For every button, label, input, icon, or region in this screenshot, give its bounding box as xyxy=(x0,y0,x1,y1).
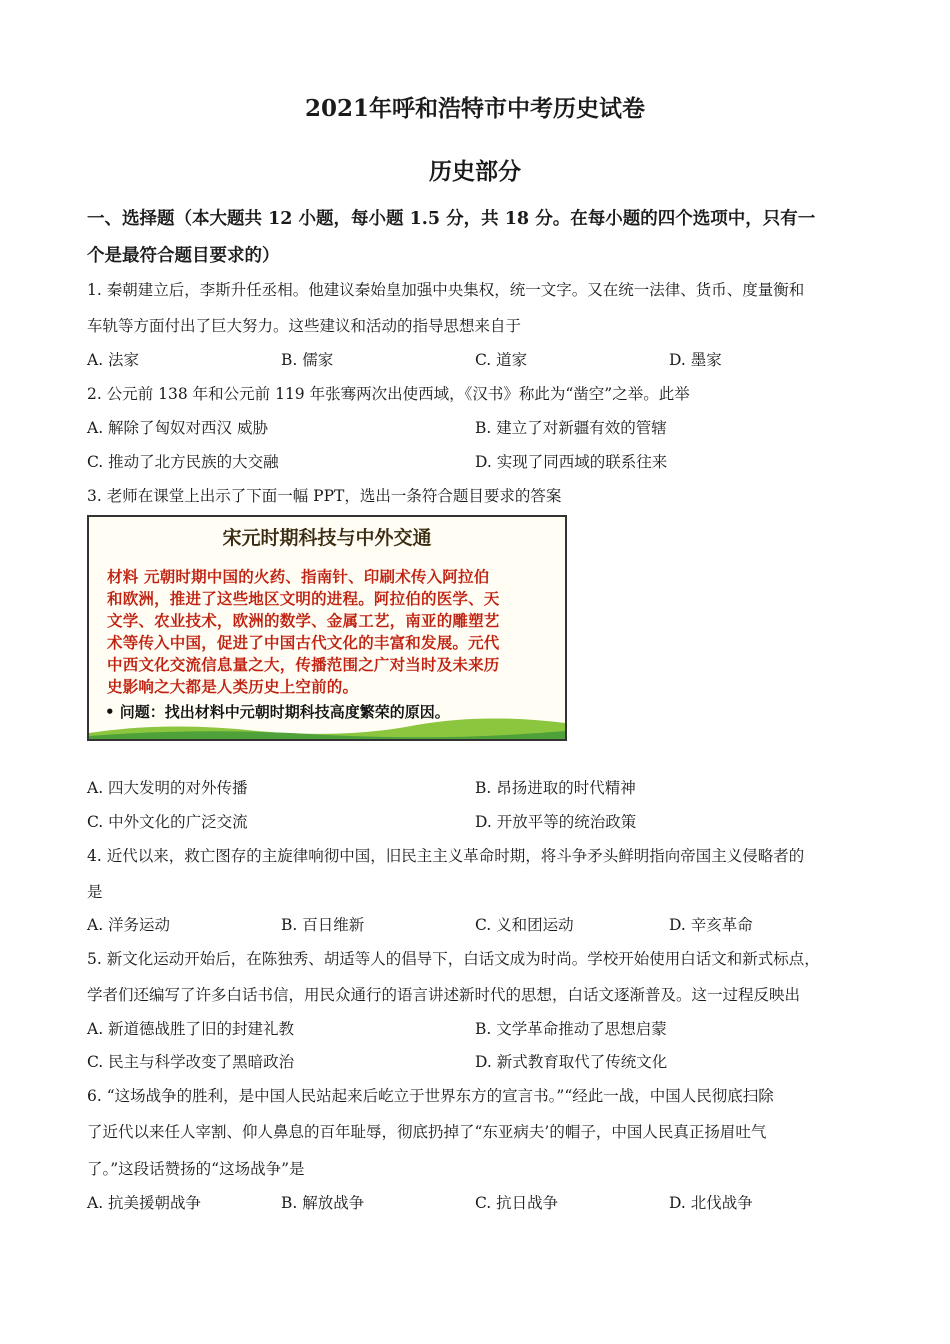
question-5-option-a: A. 新道德战胜了旧的封建礼教 xyxy=(87,1020,295,1038)
question-6-option-c: C. 抗日战争 xyxy=(475,1194,559,1212)
ppt-material-line: 和欧洲，推进了这些地区文明的进程。阿拉伯的医学、天 xyxy=(107,590,500,608)
question-3-option-d: D. 开放平等的统治政策 xyxy=(475,813,637,831)
ppt-material-line: 中西文化交流信息量之大，传播范围之广对当时及未来历 xyxy=(107,656,500,674)
question-4-stem-line1: 4. 近代以来，救亡图存的主旋律响彻中国，旧民主主义革命时期，将斗争矛头鲜明指向帝国主义侵略者的 xyxy=(87,847,805,865)
question-5-stem-line2: 学者们还编写了许多白话书信，用民众通行的语言讲述新时代的思想，白话文逐渐普及。这一过程反映出 xyxy=(87,986,801,1004)
question-1-option-b: B. 儒家 xyxy=(281,351,334,369)
question-6-option-a: A. 抗美援朝战争 xyxy=(87,1194,202,1212)
ppt-material-line: 术等传入中国，促进了中国古代文化的丰富和发展。元代 xyxy=(107,634,500,652)
question-2-option-d: D. 实现了同西域的联系往来 xyxy=(475,453,668,471)
exam-title: 2021年呼和浩特市中考历史试卷 xyxy=(304,95,645,122)
question-4-option-b: B. 百日维新 xyxy=(281,916,365,934)
question-5-option-c: C. 民主与科学改变了黑暗政治 xyxy=(87,1053,295,1071)
question-6-stem-line1: 6. “这场战争的胜利，是中国人民站起来后屹立于世界东方的宣言书。”“经此一战，中国人民彻底扫除 xyxy=(87,1087,774,1105)
question-5-option-b: B. 文学革命推动了思想启蒙 xyxy=(475,1020,667,1038)
question-3-stem: 3. 老师在课堂上出示了下面一幅 PPT，选出一条符合题目要求的答案 xyxy=(87,487,562,505)
question-3-option-a: A. 四大发明的对外传播 xyxy=(87,779,248,797)
question-6-stem-line3: 了。”这段话赞扬的“这场战争”是 xyxy=(87,1160,305,1178)
section-heading-line1: 一、选择题（本大题共 12 小题，每小题 1.5 分，共 18 分。在每小题的四个选项中，只有一 xyxy=(87,209,816,229)
ppt-material-line: 史影响之大都是人类历史上空前的。 xyxy=(107,678,359,696)
question-1-stem-line1: 1. 秦朝建立后，李斯升任丞相。他建议秦始皇加强中央集权，统一文字。又在统一法律、货币、度量衡和 xyxy=(87,281,805,299)
question-4-option-c: C. 义和团运动 xyxy=(475,916,574,934)
ppt-slide-image xyxy=(87,515,567,741)
question-6-option-b: B. 解放战争 xyxy=(281,1194,365,1212)
question-2-option-a: A. 解除了匈奴对西汉 威胁 xyxy=(87,419,268,437)
ppt-material-line: 文学、农业技术，欧洲的数学、金属工艺，南亚的雕塑艺 xyxy=(107,612,500,630)
question-1-option-d: D. 墨家 xyxy=(669,351,722,369)
section-heading-line2: 个是最符合题目要求的） xyxy=(87,246,280,266)
question-6-option-d: D. 北伐战争 xyxy=(669,1194,753,1212)
question-5-stem-line1: 5. 新文化运动开始后，在陈独秀、胡适等人的倡导下，白话文成为时尚。学校开始使用白话文和新式标点， xyxy=(87,950,820,968)
question-4-option-a: A. 洋务运动 xyxy=(87,916,171,934)
question-4-option-d: D. 辛亥革命 xyxy=(669,916,753,934)
ppt-material-line: 材料 元朝时期中国的火药、指南针、印刷术传入阿拉伯 xyxy=(107,568,490,586)
question-2-stem: 2. 公元前 138 年和公元前 119 年张骞两次出使西域，《汉书》称此为“凿空”之举。此举 xyxy=(87,385,690,403)
question-2-option-b: B. 建立了对新疆有效的管辖 xyxy=(475,419,667,437)
question-1-option-c: C. 道家 xyxy=(475,351,528,369)
question-1-option-a: A. 法家 xyxy=(87,351,140,369)
question-6-stem-line2: 了近代以来任人宰割、仰人鼻息的百年耻辱，彻底扔掉了“东亚病夫’的帽子，中国人民真正扬眉吐气 xyxy=(87,1123,767,1141)
question-5-option-d: D. 新式教育取代了传统文化 xyxy=(475,1053,668,1071)
ppt-question: • 问题：找出材料中元朝时期科技高度繁荣的原因。 xyxy=(105,703,450,721)
question-3-option-c: C. 中外文化的广泛交流 xyxy=(87,813,248,831)
question-3-option-b: B. 昂扬进取的时代精神 xyxy=(475,779,636,797)
green-hills-decoration xyxy=(89,713,565,739)
question-1-stem-line2: 车轨等方面付出了巨大努力。这些建议和活动的指导思想来自于 xyxy=(87,317,522,335)
question-2-option-c: C. 推动了北方民族的大交融 xyxy=(87,453,279,471)
exam-subtitle: 历史部分 xyxy=(429,158,521,185)
question-4-stem-line2: 是 xyxy=(87,883,103,901)
ppt-slide-title: 宋元时期科技与中外交通 xyxy=(222,527,432,549)
